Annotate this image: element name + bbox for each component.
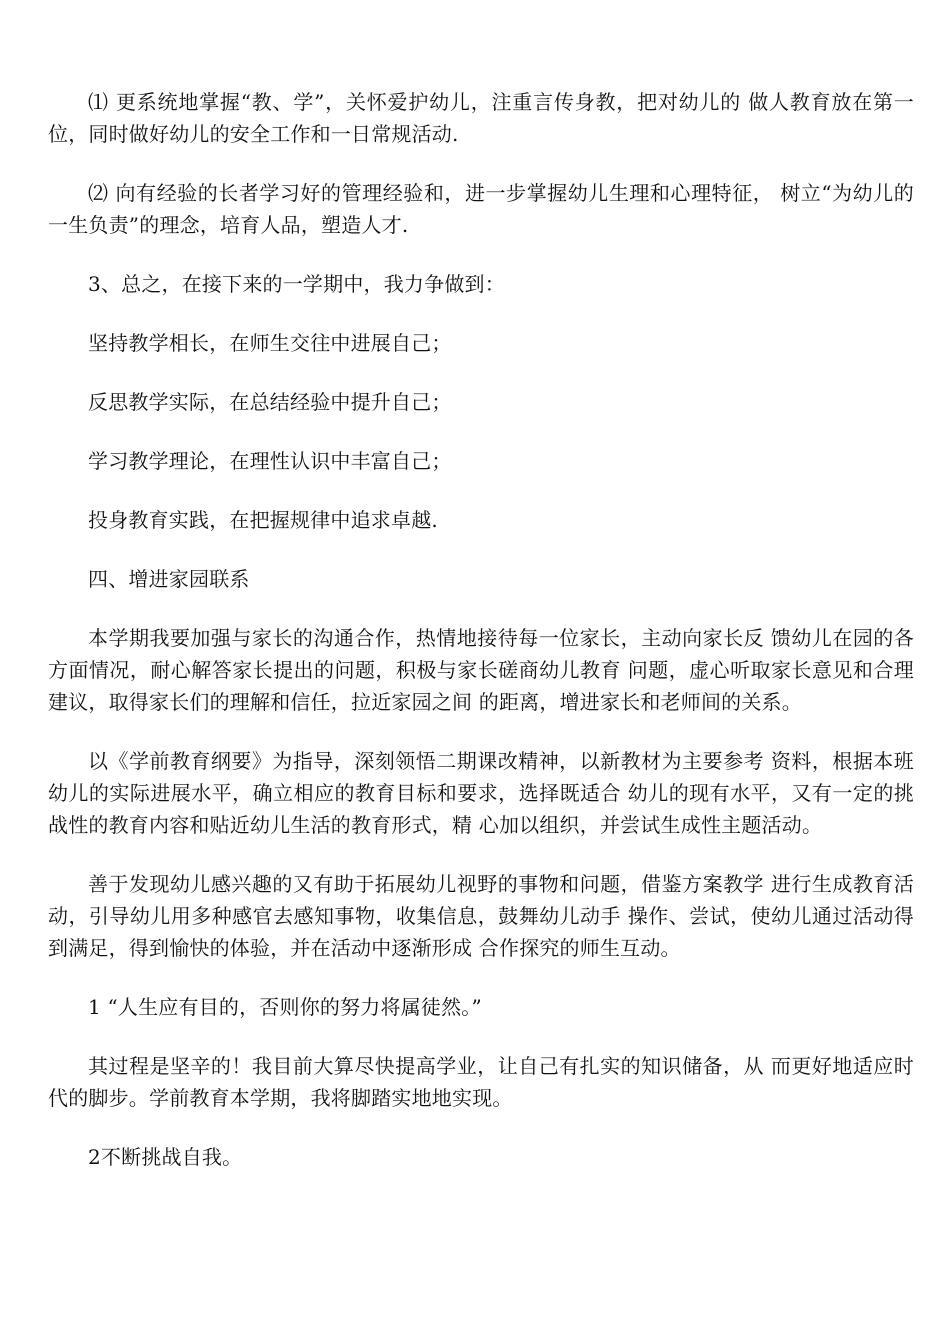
paragraph-summary-intro: 3、总之，在接下来的一学期中，我力争做到： [88, 272, 505, 296]
paragraph-study-plan: 其过程是坚辛的！我目前大算尽快提高学业，让自己有扎实的知识储备，从 而更好地适应时代的脚步。学前教育本学期，我将脚踏实地地实现。 [48, 1054, 914, 1110]
paragraph-teaching-goal-1: ⑴ 更系统地掌握“教、学”，关怀爱护幼儿，注重言传身教，把对幼儿的 做人教育放在第一位，同时做好幼儿的安全工作和一日常规活动. [48, 90, 914, 146]
paragraph-teaching-goal-2: ⑵ 向有经验的长者学习好的管理经验和，进一步掌握幼儿生理和心理特征， 树立“为幼儿的一生负责”的理念，培育人品，塑造人才. [48, 181, 914, 237]
paragraph-commitment-3: 学习教学理论，在理性认识中丰富自己； [88, 449, 452, 473]
paragraph-commitment-2: 反思教学实际，在总结经验中提升自己； [88, 390, 452, 414]
paragraph-commitment-4: 投身教育实践，在把握规律中追求卓越. [88, 508, 438, 532]
paragraph-generative-activities: 善于发现幼儿感兴趣的又有助于拓展幼儿视野的事物和问题，借鉴方案教学 进行生成教育活动，引导幼儿用多种感官去感知事物，收集信息，鼓舞幼儿动手 操作、尝试，使幼儿通过活动得到满足，得到愉快的体验，并在活动中逐渐形成 合作探究的师生互动。 [48, 872, 914, 960]
section-heading-home-school: 四、增进家园联系 [88, 567, 250, 591]
paragraph-parent-communication: 本学期我要加强与家长的沟通合作，热情地接待每一位家长，主动向家长反 馈幼儿在园的各方面情况，耐心解答家长提出的问题，积极与家长磋商幼儿教育 问题，虚心听取家长意见和合理建议，取得家长们的理解和信任，拉近家园之间 的距离，增进家长和老师间的关系。 [48, 626, 914, 714]
paragraph-commitment-1: 坚持教学相长，在师生交往中进展自己； [88, 331, 452, 355]
paragraph-self-challenge: 2不断挑战自我。 [88, 1145, 243, 1169]
paragraph-quote: 1 “人生应有目的，否则你的努力将属徒然。” [88, 995, 482, 1019]
paragraph-curriculum-guidance: 以《学前教育纲要》为指导，深刻领悟二期课改精神，以新教材为主要参考 资料，根据本班幼儿的实际进展水平，确立相应的教育目标和要求，选择既适合 幼儿的现有水平，又有一定的挑战性的教育内容和贴近幼儿生活的教育形式，精 心加以组织，并尝试生成性主题活动。 [48, 749, 914, 837]
